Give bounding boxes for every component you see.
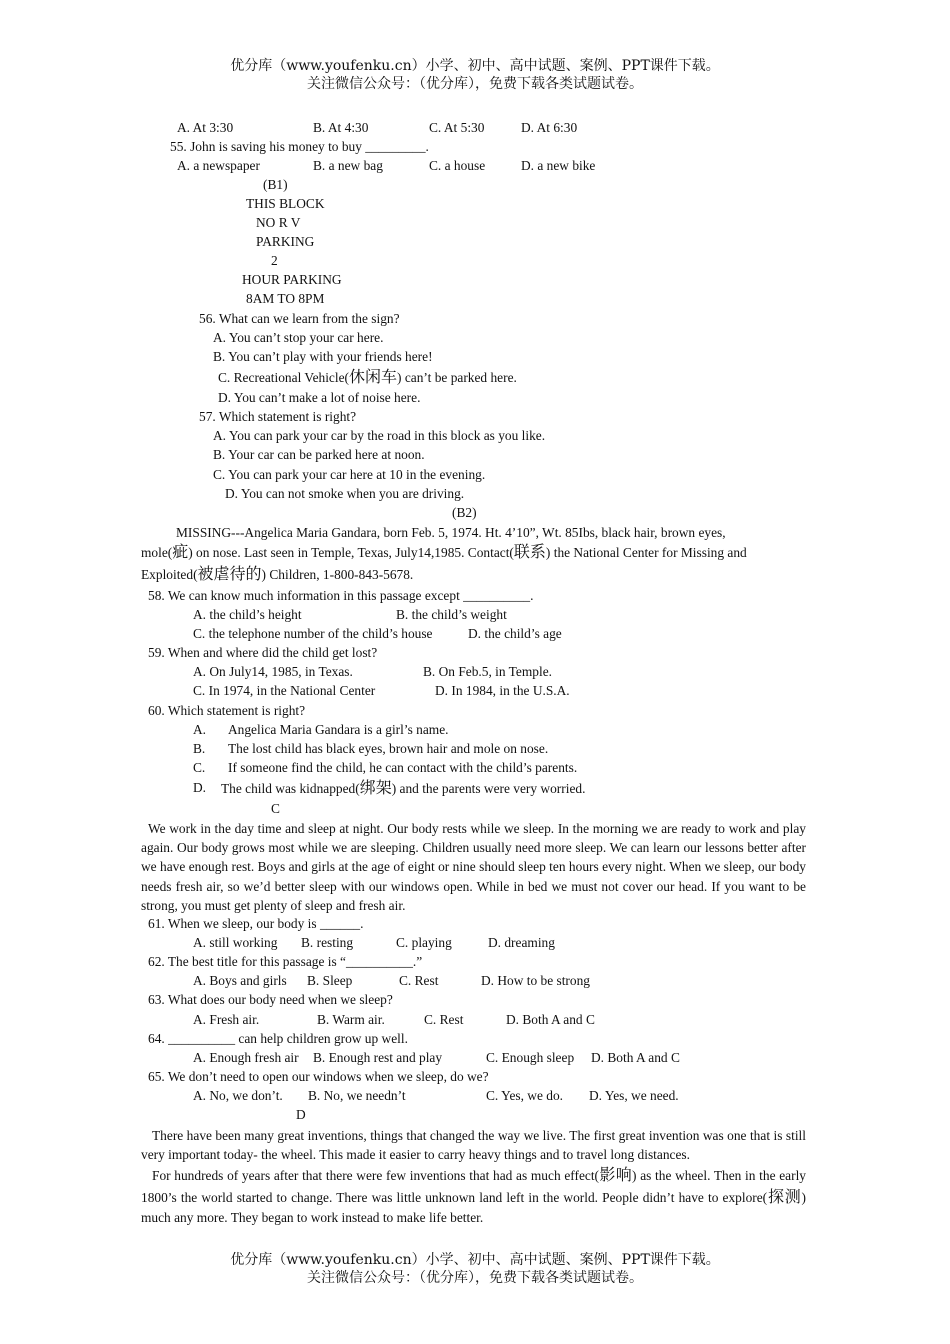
q59-option-a: A. On July14, 1985, in Texas. bbox=[193, 664, 353, 679]
q60-option-a: Angelica Maria Gandara is a girl’s name. bbox=[228, 722, 449, 737]
section-b2-label: (B2) bbox=[452, 505, 477, 520]
footer-line-2: 关注微信公众号：（优分库），免费下载各类试题试卷。 bbox=[307, 1270, 643, 1286]
q59-option-d: D. In 1984, in the U.S.A. bbox=[435, 683, 570, 698]
q62-option-a: A. Boys and girls bbox=[193, 973, 287, 988]
sign-line: HOUR PARKING bbox=[242, 272, 342, 287]
q56-option-a: A. You can’t stop your car here. bbox=[213, 330, 384, 345]
q65-option-b: B. No, we needn’t bbox=[308, 1088, 406, 1103]
sign-line: 8AM TO 8PM bbox=[246, 291, 325, 306]
q64-option-d: D. Both A and C bbox=[591, 1050, 680, 1065]
q64-stem: 64. __________ can help children grow up well. bbox=[148, 1031, 408, 1046]
q62-stem: 62. The best title for this passage is “__________.” bbox=[148, 954, 423, 969]
q55-option-b: B. a new bag bbox=[313, 158, 383, 173]
q63-option-b: B. Warm air. bbox=[317, 1012, 385, 1027]
q58-option-c: C. the telephone number of the child’s house bbox=[193, 626, 433, 641]
q65-option-d: D. Yes, we need. bbox=[589, 1088, 679, 1103]
sign-line: PARKING bbox=[256, 234, 315, 249]
q61-option-b: B. resting bbox=[301, 935, 354, 950]
section-b1-label: (B1) bbox=[263, 177, 288, 192]
section-c-passage: We work in the day time and sleep at night. Our body rests while we sleep. In the morning we are ready to work and play again. Our body grows most while we are sleeping. Children usually need more sleep. We can learn our lessons better after we have enough rest. Boys and girls at the age of eight or nine should sleep ten hours every night. When we sleep, our body needs fresh air, so we’d better sleep with our windows open. While in bed we must not cover our head. If you want to be strong, you must get plenty of sleep and fresh air. bbox=[141, 821, 806, 913]
q56-option-b: B. You can’t play with your friends here! bbox=[213, 349, 433, 364]
q63-option-d: D. Both A and C bbox=[506, 1012, 595, 1027]
q60-option-d: The child was kidnapped(绑架) and the parents were very worried. bbox=[221, 778, 586, 797]
q54-option-d: D. At 6:30 bbox=[521, 120, 578, 135]
q63-option-c: C. Rest bbox=[424, 1012, 464, 1027]
q60-option-b: The lost child has black eyes, brown hair and mole on nose. bbox=[228, 741, 549, 756]
sign-line: THIS BLOCK bbox=[246, 196, 325, 211]
q55-option-d: D. a new bike bbox=[521, 158, 596, 173]
q60-letter-c: C. bbox=[193, 760, 206, 775]
q55-option-a: A. a newspaper bbox=[177, 158, 260, 173]
b2-passage-line-2: mole(疵) on nose. Last seen in Temple, Texas, July14,1985. Contact(联系) the National Center for Missing and bbox=[141, 542, 747, 561]
q64-option-b: B. Enough rest and play bbox=[313, 1050, 443, 1065]
q57-option-d: D. You can not smoke when you are driving. bbox=[225, 486, 465, 501]
q62-option-b: B. Sleep bbox=[307, 973, 353, 988]
q56-option-d: D. You can’t make a lot of noise here. bbox=[218, 390, 421, 405]
q65-stem: 65. We don’t need to open our windows when we sleep, do we? bbox=[148, 1069, 489, 1084]
q58-option-b: B. the child’s weight bbox=[396, 607, 507, 622]
q60-letter-a: A. bbox=[193, 722, 207, 737]
sign-line: NO R V bbox=[256, 215, 301, 230]
section-d-paragraph-2: For hundreds of years after that there were few inventions that had as much effect(影响) as the wheel. Then in the early 1800’s the world started to change. There was little unknown land left in the world. People didn’t have to explore(探测) much any more. They began to work instead to make life better. bbox=[141, 1165, 806, 1225]
q56-stem: 56. What can we learn from the sign? bbox=[199, 311, 400, 326]
q58-option-a: A. the child’s height bbox=[193, 607, 302, 622]
q61-option-d: D. dreaming bbox=[488, 935, 555, 950]
q55-stem: 55. John is saving his money to buy _________. bbox=[170, 139, 429, 154]
header-line-1: 优分库（www.youfenku.cn）小学、初中、高中试题、案例、PPT课件下载。 bbox=[230, 58, 720, 74]
section-c-label: C bbox=[271, 801, 280, 816]
section-d-paragraph-1: There have been many great inventions, things that changed the way we live. The first great invention was one that is still very important today- the wheel. This made it easier to carry heavy things and to travel long distances. bbox=[141, 1128, 806, 1163]
sign-line: 2 bbox=[271, 253, 278, 268]
q57-option-c: C. You can park your car here at 10 in the evening. bbox=[213, 467, 486, 482]
q54-option-b: B. At 4:30 bbox=[313, 120, 369, 135]
q59-option-b: B. On Feb.5, in Temple. bbox=[423, 664, 552, 679]
section-d-label: D bbox=[296, 1107, 306, 1122]
b2-passage-line-3: Exploited(被虐待的) Children, 1-800-843-5678. bbox=[141, 564, 414, 583]
q59-option-c: C. In 1974, in the National Center bbox=[193, 683, 376, 698]
b2-passage-line-1: MISSING---Angelica Maria Gandara, born Feb. 5, 1974. Ht. 4’10”, Wt. 85Ibs, black hair, brown eyes, bbox=[176, 525, 726, 540]
q62-option-d: D. How to be strong bbox=[481, 973, 590, 988]
q55-option-c: C. a house bbox=[429, 158, 486, 173]
q60-letter-b: B. bbox=[193, 741, 206, 756]
q58-stem: 58. We can know much information in this passage except __________. bbox=[148, 588, 534, 603]
q54-option-a: A. At 3:30 bbox=[177, 120, 234, 135]
q58-option-d: D. the child’s age bbox=[468, 626, 562, 641]
q56-option-c: C. Recreational Vehicle(休闲车) can’t be parked here. bbox=[218, 367, 517, 386]
q60-option-c: If someone find the child, he can contact with the child’s parents. bbox=[228, 760, 578, 775]
q61-option-a: A. still working bbox=[193, 935, 278, 950]
q60-stem: 60. Which statement is right? bbox=[148, 703, 306, 718]
q64-option-c: C. Enough sleep bbox=[486, 1050, 575, 1065]
footer-line-1: 优分库（www.youfenku.cn）小学、初中、高中试题、案例、PPT课件下载。 bbox=[230, 1252, 720, 1268]
header-line-2: 关注微信公众号：（优分库），免费下载各类试题试卷。 bbox=[307, 76, 643, 92]
q54-option-c: C. At 5:30 bbox=[429, 120, 485, 135]
q61-stem: 61. When we sleep, our body is ______. bbox=[148, 916, 364, 931]
q65-option-c: C. Yes, we do. bbox=[486, 1088, 564, 1103]
q60-letter-d: D. bbox=[193, 780, 207, 795]
q63-option-a: A. Fresh air. bbox=[193, 1012, 260, 1027]
q59-stem: 59. When and where did the child get lost? bbox=[148, 645, 378, 660]
q61-option-c: C. playing bbox=[396, 935, 452, 950]
q65-option-a: A. No, we don’t. bbox=[193, 1088, 283, 1103]
q64-option-a: A. Enough fresh air bbox=[193, 1050, 299, 1065]
q62-option-c: C. Rest bbox=[399, 973, 439, 988]
q57-option-a: A. You can park your car by the road in this block as you like. bbox=[213, 428, 546, 443]
q57-stem: 57. Which statement is right? bbox=[199, 409, 357, 424]
q63-stem: 63. What does our body need when we sleep? bbox=[148, 992, 393, 1007]
q57-option-b: B. Your car can be parked here at noon. bbox=[213, 447, 425, 462]
